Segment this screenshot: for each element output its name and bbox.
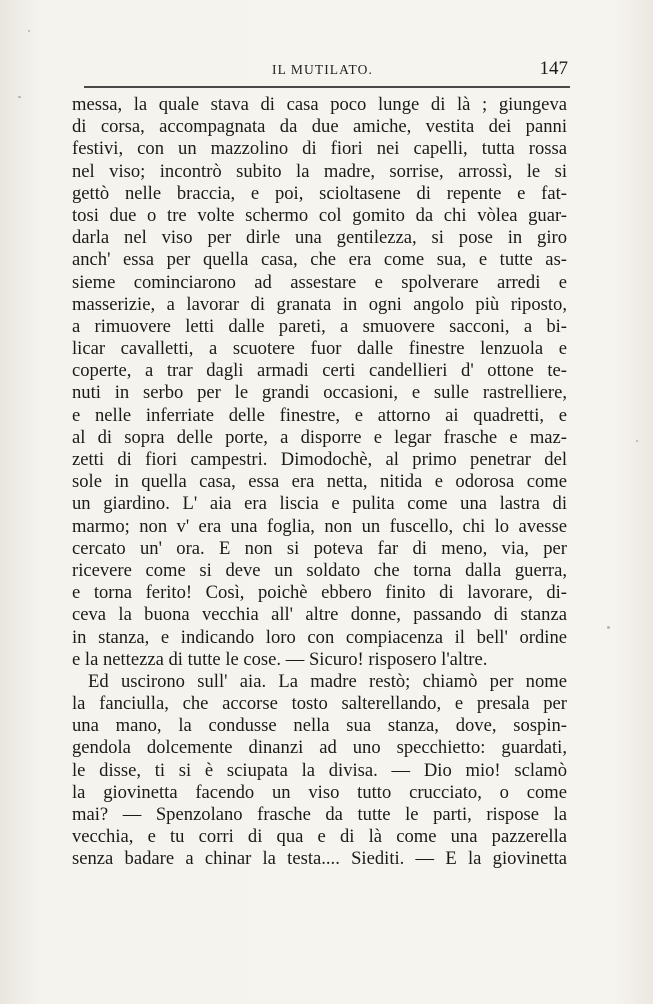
text-line: coperte, a trar dagli armadi certi candellieri d' ottone te- [72,360,567,382]
text-line: a rimuovere letti dalle pareti, a smuovere sacconi, a bi- [72,315,567,337]
text-line: una mano, la condusse nella sua stanza, dove, sospin- [72,715,567,737]
text-line: gettò nelle braccia, e poi, scioltasene di repente e fat- [72,182,567,204]
header-rule [84,86,570,88]
text-line: ceva la buona vecchia all' altre donne, passando di stanza [72,604,567,626]
text-line: messa, la quale stava di casa poco lunge di là ; giungeva [72,94,567,115]
text-line: nel viso; incontrò subito la madre, sorrise, arrossì, le si [72,160,567,182]
text-line: e nelle inferriate delle finestre, e attorno ai quadretti, e [72,404,567,426]
body-text [72,94,567,871]
text-line: al di sopra delle porte, a disporre e legar frasche e maz- [72,426,567,448]
text-line: darla nel viso per dirle una gentilezza, si pose in giro [72,227,567,249]
paper-speck [636,440,638,442]
text-line: gendola dolcemente dinanzi ad uno specchietto: guardati, [72,737,567,759]
text-line: Ed uscirono sull' aia. La madre restò; chiamò per nome [88,670,567,692]
paper-speck [607,626,610,629]
text-line: mai? — Spenzolano frasche da tutte le parti, rispose la [72,804,567,825]
text-line: in stanza, e indicando loro con compiacenza il bell' ordine [72,626,567,648]
text-line: masserizie, a lavorar di granata in ogni angolo più riposto, [72,293,567,315]
text-line: marmo; non v' era una foglia, non un fuscello, chi lo avesse [72,515,567,537]
text-line: sole in quella casa, essa era netta, nitida e odorosa come [72,471,567,493]
text-line: e torna ferito! Così, poichè ebbero finito di lavorare, di- [72,582,567,604]
page-number: 147 [539,58,568,79]
text-line: licar cavalletti, a scuotere fuor dalle finestre lenzuola e [72,338,567,360]
text-line: la fanciulla, che accorse tosto salterellando, e presala per [72,693,567,715]
text-line: un giardino. L' aia era liscia e pulita come una lastra di [72,493,567,515]
text-line: anch' essa per quella casa, che era come sua, e tutte as- [72,249,567,271]
page-header [80,60,570,84]
text-line: sieme cominciarono ad assestare e spolverare arredi e [72,271,567,293]
text-line: zetti di fiori campestri. Dimodochè, al primo penetrar del [72,449,567,470]
text-line: senza badare a chinar la testa.... Siediti. — E la giovinetta [72,848,567,870]
text-line: festivi, con un mazzolino di fiori nei capelli, tutta rossa [72,138,567,160]
text-line: tosi due o tre volte schermo col gomito da chi vòlea guar- [72,204,567,226]
text-line: e la nettezza di tutte le cose. — Sicuro! risposero l'altre. [72,648,488,670]
paper-speck [28,30,30,32]
text-line: la giovinetta facendo un viso tutto crucciato, o come [72,781,567,803]
text-line: le disse, ti si è sciupata la divisa. — Dio mio! sclamò [72,759,567,781]
text-line: vecchia, e tu corri di qua e di là come una pazzerella [72,826,567,848]
text-line: ricevere come si deve un soldato che torna dalla guerra, [72,559,567,581]
text-line: cercato un' ora. E non si poteva far di meno, via, per [72,537,567,559]
text-line: nuti in serbo per le grandi occasioni, e sulle rastrelliere, [72,382,567,404]
running-title: IL MUTILATO. [272,62,373,77]
paper-speck [18,96,21,98]
text-line: di corsa, accompagnata da due amiche, vestita dei panni [72,116,567,138]
